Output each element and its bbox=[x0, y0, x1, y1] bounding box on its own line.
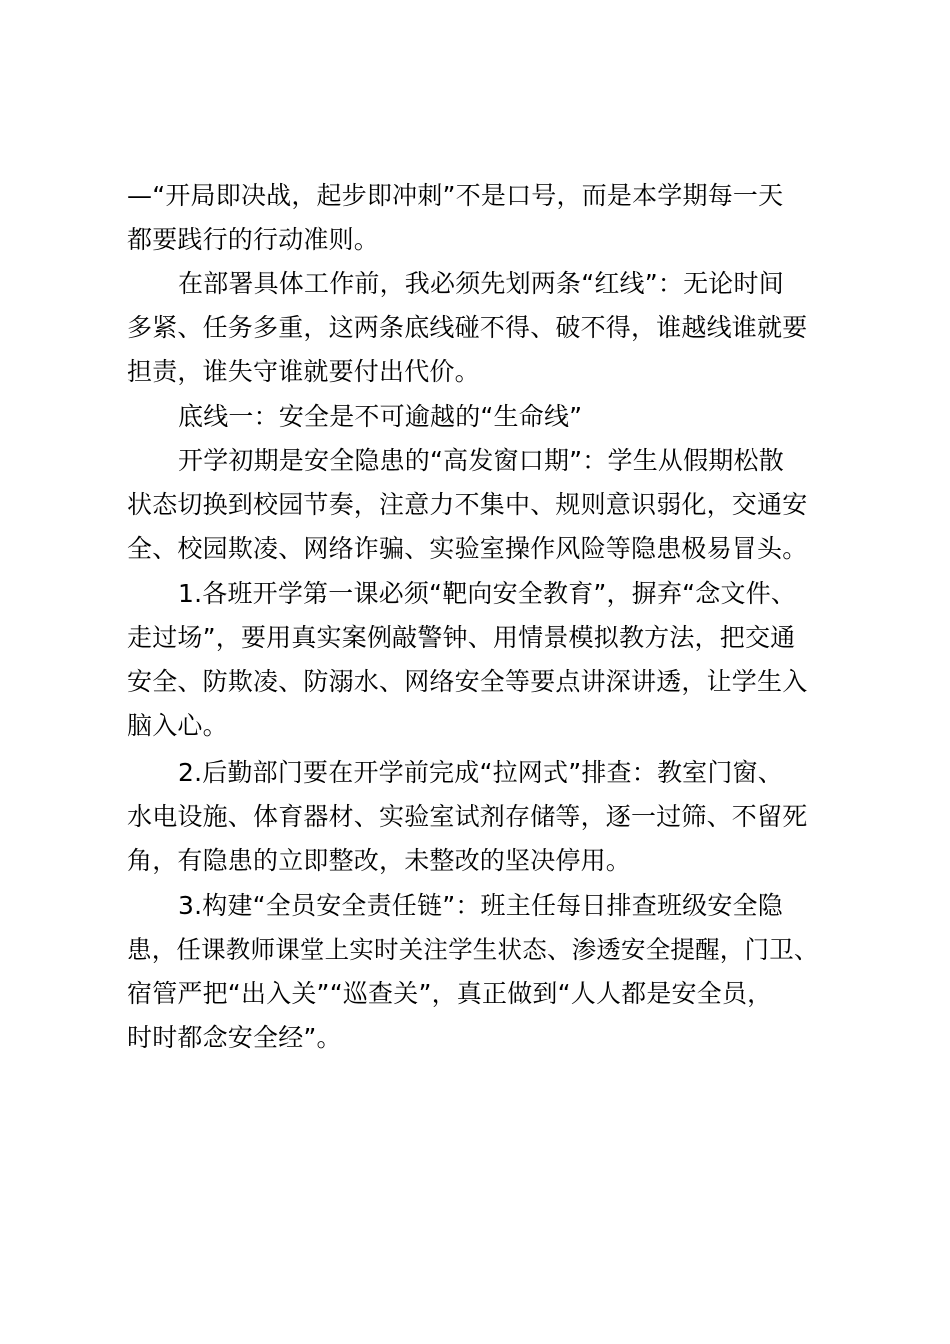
text-line: 角，有隐患的立即整改，未整改的坚决停用。 bbox=[127, 846, 632, 875]
section-heading: 底线一：安全是不可逾越的“生命线” bbox=[178, 402, 583, 431]
list-item-line: 2.后勤部门要在开学前完成“拉网式”排查：教室门窗、 bbox=[178, 758, 783, 787]
text-line: 脑入心。 bbox=[127, 711, 228, 740]
text-line: 状态切换到校园节奏，注意力不集中、规则意识弱化，交通安 bbox=[127, 490, 808, 519]
text-line: 担责，谁失守谁就要付出代价。 bbox=[127, 357, 480, 386]
text-line: 宿管严把“出入关”“巡查关”，真正做到“人人都是安全员， bbox=[127, 979, 773, 1008]
text-line: 患，任课教师课堂上实时关注学生状态、渗透安全提醒，门卫、 bbox=[127, 935, 819, 964]
text-line: 水电设施、体育器材、实验室试剂存储等，逐一过筛、不留死 bbox=[127, 802, 808, 831]
text-line: 全、校园欺凌、网络诈骗、实验室操作风险等隐患极易冒头。 bbox=[127, 534, 808, 563]
list-item-line: 1.各班开学第一课必须“靶向安全教育”，摒弃“念文件、 bbox=[178, 579, 797, 608]
text-line: 走过场”，要用真实案例敲警钟、用情景模拟教方法，把交通 bbox=[127, 623, 796, 652]
text-line: 安全、防欺凌、防溺水、网络安全等要点讲深讲透，让学生入 bbox=[127, 667, 808, 696]
text-line: 在部署具体工作前，我必须先划两条“红线”：无论时间 bbox=[178, 269, 784, 298]
text-line: 都要践行的行动准则。 bbox=[127, 225, 380, 254]
text-line: 多紧、任务多重，这两条底线碰不得、破不得，谁越线谁就要 bbox=[127, 313, 808, 342]
list-item-line: 3.构建“全员安全责任链”：班主任每日排查班级安全隐 bbox=[178, 891, 783, 920]
text-line: 开学初期是安全隐患的“高发窗口期”：学生从假期松散 bbox=[178, 446, 784, 475]
text-line: —“开局即决战，起步即冲刺”不是口号，而是本学期每一天 bbox=[127, 181, 784, 210]
text-line: 时时都念安全经”。 bbox=[127, 1023, 342, 1052]
